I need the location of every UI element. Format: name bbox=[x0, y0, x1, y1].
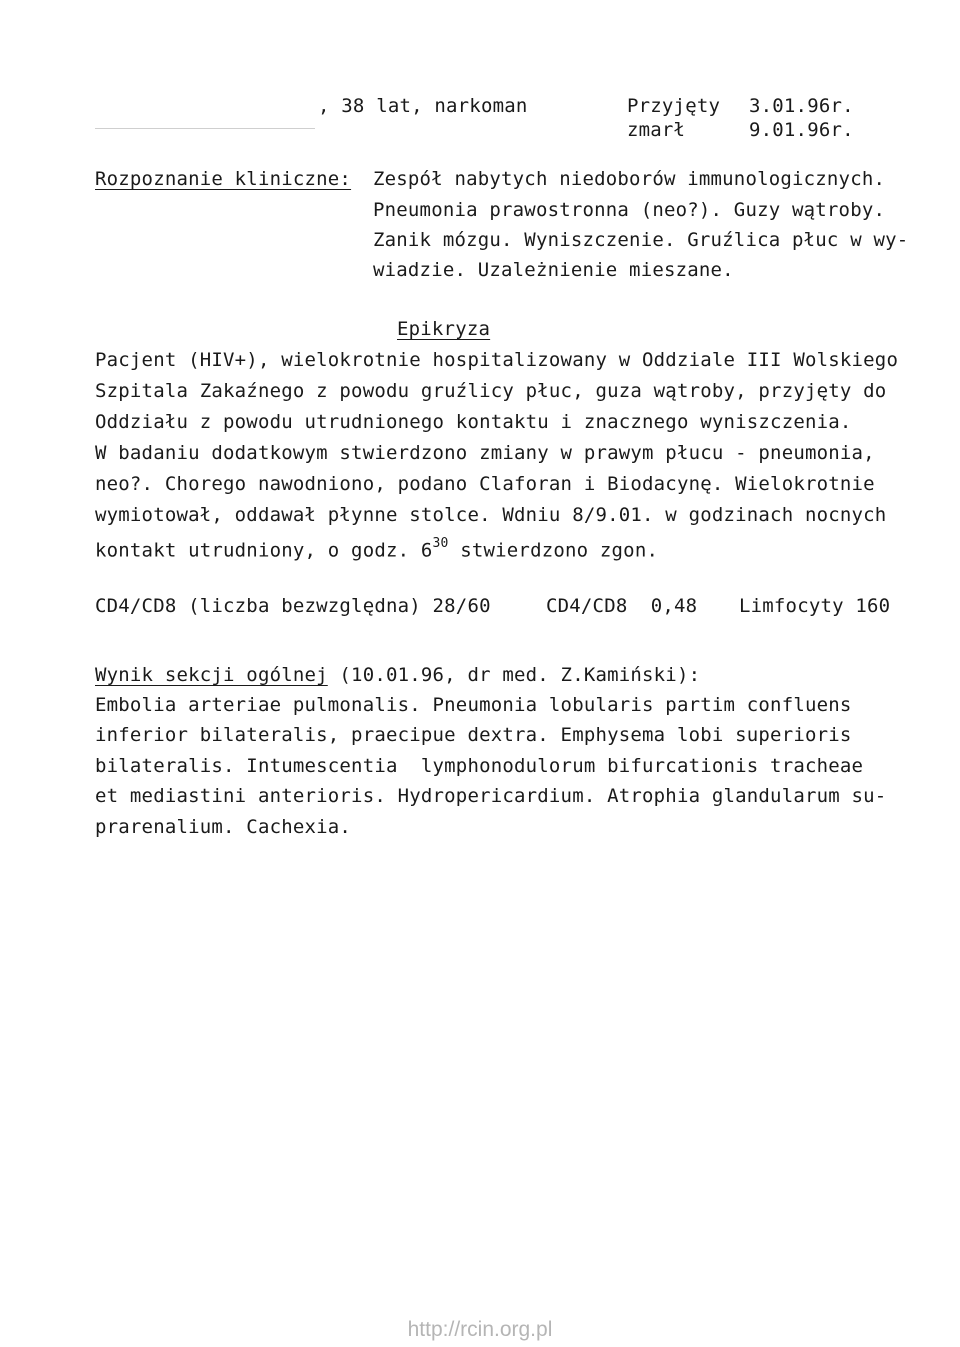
autopsy-heading bbox=[95, 664, 700, 686]
epicrisis-title: Epikryza bbox=[397, 318, 491, 340]
epicrisis-line-end: stwierdzono zgon. bbox=[448, 539, 659, 562]
admitted-label: Przyjęty bbox=[627, 95, 721, 117]
epicrisis-line: Szpitala Zakaźnego z powodu gruźlicy płuc, guza wątroby, przyjęty do bbox=[95, 380, 887, 402]
epicrisis-line: W badaniu dodatkowym stwierdzono zmiany w prawym płucu - pneumonia, bbox=[95, 442, 875, 464]
lab-lymphocytes: Limfocyty 160 bbox=[739, 595, 891, 617]
epicrisis-line: Oddziału z powodu utrudnionego kontaktu i znacznego wyniszczenia. bbox=[95, 411, 852, 433]
redacted-name-line bbox=[95, 128, 315, 129]
epicrisis-line: neo?. Chorego nawodniono, podano Claforan i Biodacynę. Wielokrotnie bbox=[95, 473, 875, 495]
diagnosis-line: wiadzie. Uzależnienie mieszane. bbox=[373, 259, 734, 281]
footer-url: http://rcin.org.pl bbox=[407, 1318, 553, 1341]
died-date: 9.01.96r. bbox=[749, 119, 854, 141]
autopsy-line: et mediastini anterioris. Hydropericardium. Atrophia glandularum su- bbox=[95, 785, 887, 807]
autopsy-line: prarenalium. Cachexia. bbox=[95, 816, 352, 838]
epicrisis-line: Pacjent (HIV+), wielokrotnie hospitalizowany w Oddziale III Wolskiego bbox=[95, 349, 899, 371]
autopsy-line: Embolia arteriae pulmonalis. Pneumonia lobularis partim confluens bbox=[95, 694, 852, 716]
diagnosis-label: Rozpoznanie kliniczne: bbox=[95, 168, 352, 190]
autopsy-line: inferior bilateralis, praecipue dextra. Emphysema lobi superioris bbox=[95, 724, 852, 746]
admitted-date: 3.01.96r. bbox=[749, 95, 854, 117]
lab-cd4-cd8-absolute: CD4/CD8 (liczba bezwzględna) 28/60 bbox=[95, 595, 491, 617]
epicrisis-line-start: kontakt utrudniony, o godz. 6 bbox=[95, 539, 433, 562]
autopsy-line: bilateralis. Intumescentia lymphonodulorum bifurcationis tracheae bbox=[95, 755, 864, 777]
time-superscript: 30 bbox=[432, 536, 449, 551]
died-label: zmarł bbox=[627, 119, 686, 141]
autopsy-label: Wynik sekcji ogólnej bbox=[95, 664, 328, 686]
diagnosis-line: Zespół nabytych niedoborów immunologicznych. bbox=[373, 168, 886, 190]
epicrisis-last-line bbox=[95, 535, 658, 561]
diagnosis-line: Pneumonia prawostronna (neo?). Guzy wątroby. bbox=[373, 199, 886, 221]
patient-info: , 38 lat, narkoman bbox=[318, 95, 528, 117]
diagnosis-line: Zanik mózgu. Wyniszczenie. Gruźlica płuc w wy- bbox=[373, 229, 909, 251]
lab-cd4-cd8-ratio: CD4/CD8 0,48 bbox=[546, 595, 698, 617]
epicrisis-line: wymiotował, oddawał płynne stolce. Wdniu 8/9.01. w godzinach nocnych bbox=[95, 504, 887, 526]
autopsy-label-rest: (10.01.96, dr med. Z.Kamiński): bbox=[327, 664, 701, 686]
